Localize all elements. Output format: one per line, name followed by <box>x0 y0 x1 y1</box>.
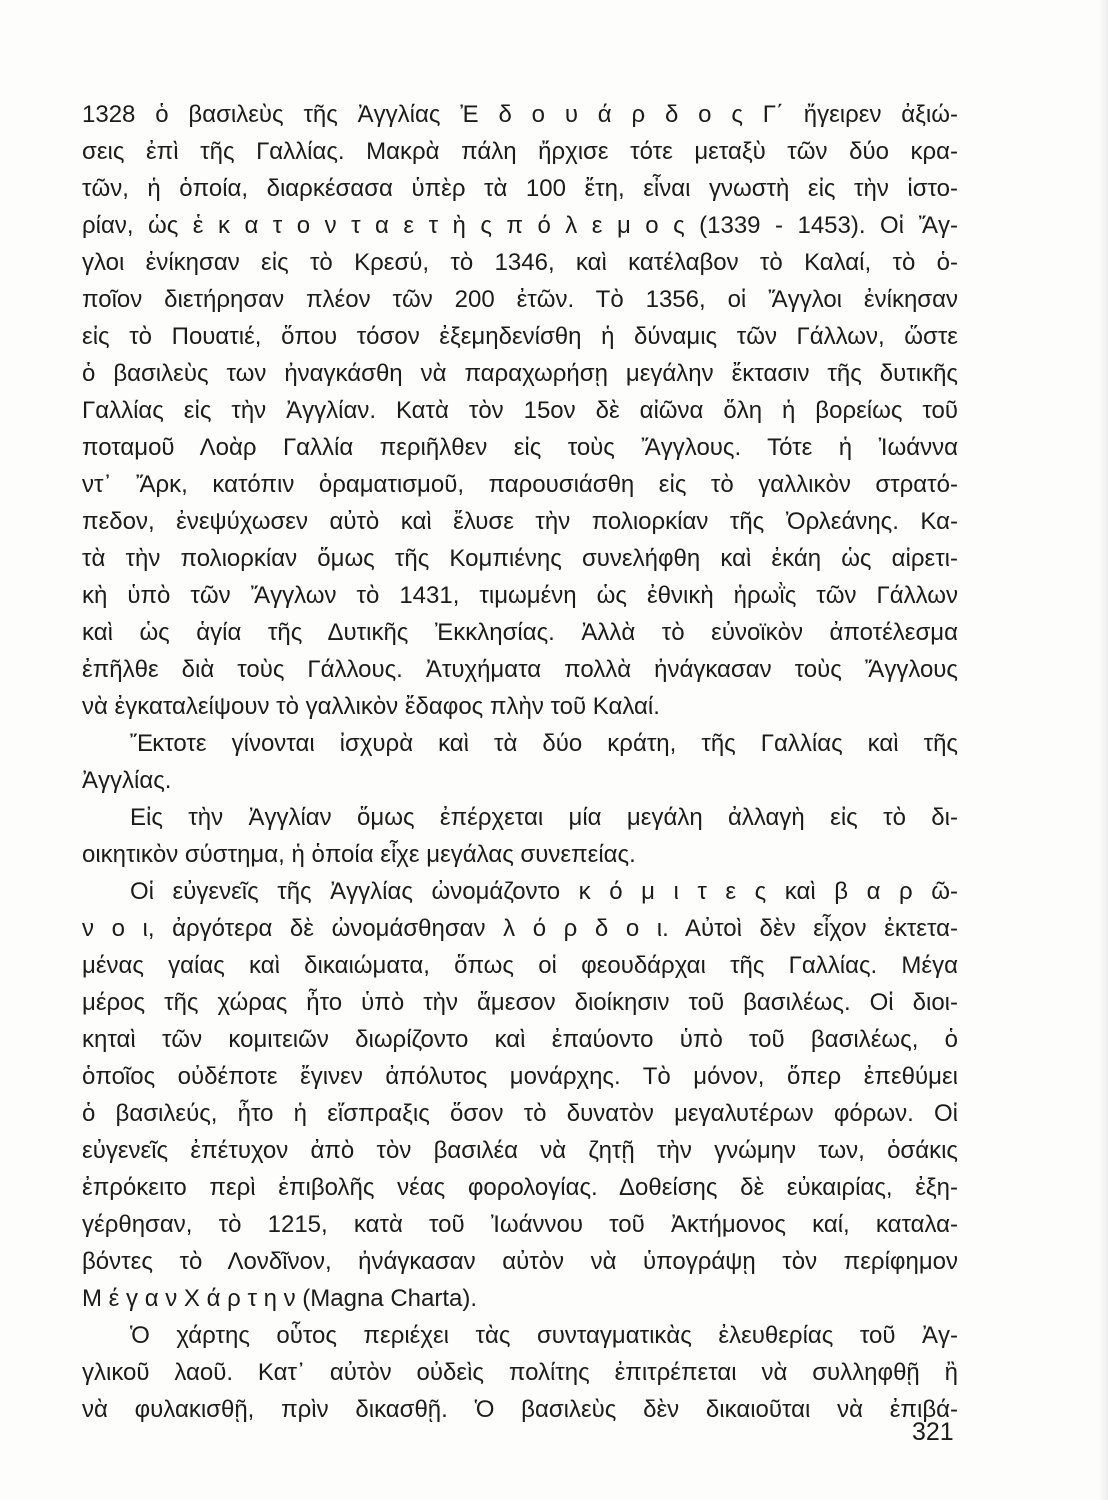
text-line: Ὁ χάρτης οὗτος περιέχει τὰς συνταγματικὰς ἐλευθερίας τοῦ Ἀγ- <box>130 1322 958 1349</box>
text-line: Γαλλίας εἰς τὴν Ἀγγλίαν. Κατὰ τὸν 15ον δὲ αἰῶνα ὅλη ἡ βορείως τοῦ <box>82 397 958 424</box>
text-line: 1328 ὁ βασιλεὺς τῆς Ἀγγλίας Ἐ δ ο υ ά ρ δ ο ς Γ΄ ἤγειρεν ἀξιώ- <box>82 101 958 128</box>
page-edge-shadow <box>1098 0 1108 1500</box>
text-line: ντ᾽ Ἄρκ, κατόπιν ὁραματισμοῦ, παρουσιάσθη εἰς τὸ γαλλικὸν στρατό- <box>82 471 958 498</box>
text-line: ἐπῆλθε διὰ τοὺς Γάλλους. Ἀτυχήματα πολλὰ ἠνάγκασαν τοὺς Ἄγγλους <box>82 656 958 683</box>
text-line: πεδον, ἐνεψύχωσεν αὐτὸ καὶ ἔλυσε τὴν πολιορκίαν τῆς Ὀρλεάνης. Κα- <box>82 508 958 535</box>
text-line: μένας γαίας καὶ δικαιώματα, ὅπως οἱ φεουδάρχαι τῆς Γαλλίας. Μέγα <box>82 952 958 979</box>
text-line: γλοι ἐνίκησαν εἰς τὸ Κρεσύ, τὸ 1346, καὶ κατέλαβον τὸ Καλαί, τὸ ὁ- <box>82 249 958 276</box>
page-number: 321 <box>912 1418 954 1446</box>
text-line: Ἔκτοτε γίνονται ἰσχυρὰ καὶ τὰ δύο κράτη, τῆς Γαλλίας καὶ τῆς <box>130 730 958 757</box>
text-line: βόντες τὸ Λονδῖνον, ἠνάγκασαν αὐτὸν νὰ ὑπογράψῃ τὸν περίφημον <box>82 1248 958 1275</box>
text-line: οικητικὸν σύστημα, ἡ ὁποία εἶχε μεγάλας συνεπείας. <box>82 841 636 868</box>
text-line: ἐπρόκειτο περὶ ἐπιβολῆς νέας φορολογίας. Δοθείσης δὲ εὐκαιρίας, ἐξη- <box>82 1174 958 1201</box>
text-line: γέρθησαν, τὸ 1215, κατὰ τοῦ Ἰωάννου τοῦ Ἀκτήμονος καί, καταλα- <box>82 1211 958 1238</box>
text-line: Εἰς τὴν Ἀγγλίαν ὅμως ἐπέρχεται μία μεγάλη ἀλλαγὴ εἰς τὸ δι- <box>130 804 958 831</box>
text-line: ν ο ι, ἀργότερα δὲ ὠνομάσθησαν λ ό ρ δ ο ι. Αὐτοὶ δὲν εἶχον ἐκτετα- <box>82 915 958 942</box>
text-line: ποταμοῦ Λοὰρ Γαλλία περιῆλθεν εἰς τοὺς Ἄγγλους. Τότε ἡ Ἰωάννα <box>82 434 958 461</box>
text-line: κὴ ὑπὸ τῶν Ἄγγλων τὸ 1431, τιμωμένη ὡς ἐθνικὴ ἡρωῒς τῶν Γάλλων <box>82 582 958 609</box>
text-line: κηταὶ τῶν κομιτειῶν διωρίζοντο καὶ ἐπαύοντο ὑπὸ τοῦ βασιλέως, ὁ <box>82 1026 958 1053</box>
text-line: ὁ βασιλεὺς των ἠναγκάσθη νὰ παραχωρήσῃ μεγάλην ἔκτασιν τῆς δυτικῆς <box>82 360 958 387</box>
text-line: εἰς τὸ Πουατιέ, ὅπου τόσον ἐξεμηδενίσθη ἡ δύναμις τῶν Γάλλων, ὥστε <box>82 323 958 350</box>
body-text <box>82 96 958 1428</box>
text-line: μέρος τῆς χώρας ἦτο ὑπὸ τὴν ἄμεσον διοίκησιν τοῦ βασιλέως. Οἱ διοι- <box>82 989 958 1016</box>
text-line: ποῖον διετήρησαν πλέον τῶν 200 ἐτῶν. Τὸ 1356, οἱ Ἄγγλοι ἐνίκησαν <box>82 286 958 313</box>
text-line: ρίαν, ὡς ἑ κ α τ ο ν τ α ε τ ὴ ς π ό λ ε μ ο ς (1339 - 1453). Οἱ Ἄγ- <box>82 212 958 239</box>
text-line: γλικοῦ λαοῦ. Κατ᾽ αὐτὸν οὐδεὶς πολίτης ἐπιτρέπεται νὰ συλληφθῇ ἢ <box>82 1359 958 1386</box>
text-line: σεις ἐπὶ τῆς Γαλλίας. Μακρὰ πάλη ἤρχισε τότε μεταξὺ τῶν δύο κρα- <box>82 138 958 165</box>
text-line: νὰ ἐγκαταλείψουν τὸ γαλλικὸν ἔδαφος πλὴν τοῦ Καλαί. <box>82 693 660 720</box>
text-line: Ἀγγλίας. <box>82 767 172 794</box>
text-line: τὰ τὴν πολιορκίαν ὅμως τῆς Κομπιένης συνελήφθη καὶ ἐκάη ὡς αἱρετι- <box>82 545 958 572</box>
text-line: Μ έ γ α ν Χ ά ρ τ η ν (Magna Charta). <box>82 1285 478 1312</box>
text-line: ὁποῖος οὐδέποτε ἔγινεν ἀπόλυτος μονάρχης. Τὸ μόνον, ὅπερ ἐπεθύμει <box>82 1063 958 1090</box>
text-line: εὐγενεῖς ἐπέτυχον ἀπὸ τὸν βασιλέα νὰ ζητῇ τὴν γνώμην των, ὁσάκις <box>82 1137 958 1164</box>
text-line: τῶν, ἡ ὁποία, διαρκέσασα ὑπὲρ τὰ 100 ἔτη, εἶναι γνωστὴ εἰς τὴν ἱστο- <box>82 175 958 202</box>
text-line: καὶ ὡς ἁγία τῆς Δυτικῆς Ἐκκλησίας. Ἀλλὰ τὸ εὐνοϊκὸν ἀποτέλεσμα <box>82 619 958 646</box>
text-line: Οἱ εὐγενεῖς τῆς Ἀγγλίας ὠνομάζοντο κ ό μ ι τ ε ς καὶ β α ρ ῶ- <box>130 878 958 905</box>
text-line: ὁ βασιλεύς, ἦτο ἡ εἴσπραξις ὅσον τὸ δυνατὸν μεγαλυτέρων φόρων. Οἱ <box>82 1100 958 1127</box>
text-line: νὰ φυλακισθῇ, πρὶν δικασθῇ. Ὁ βασιλεὺς δὲν δικαιοῦται νὰ ἐπιβά- <box>82 1396 958 1423</box>
